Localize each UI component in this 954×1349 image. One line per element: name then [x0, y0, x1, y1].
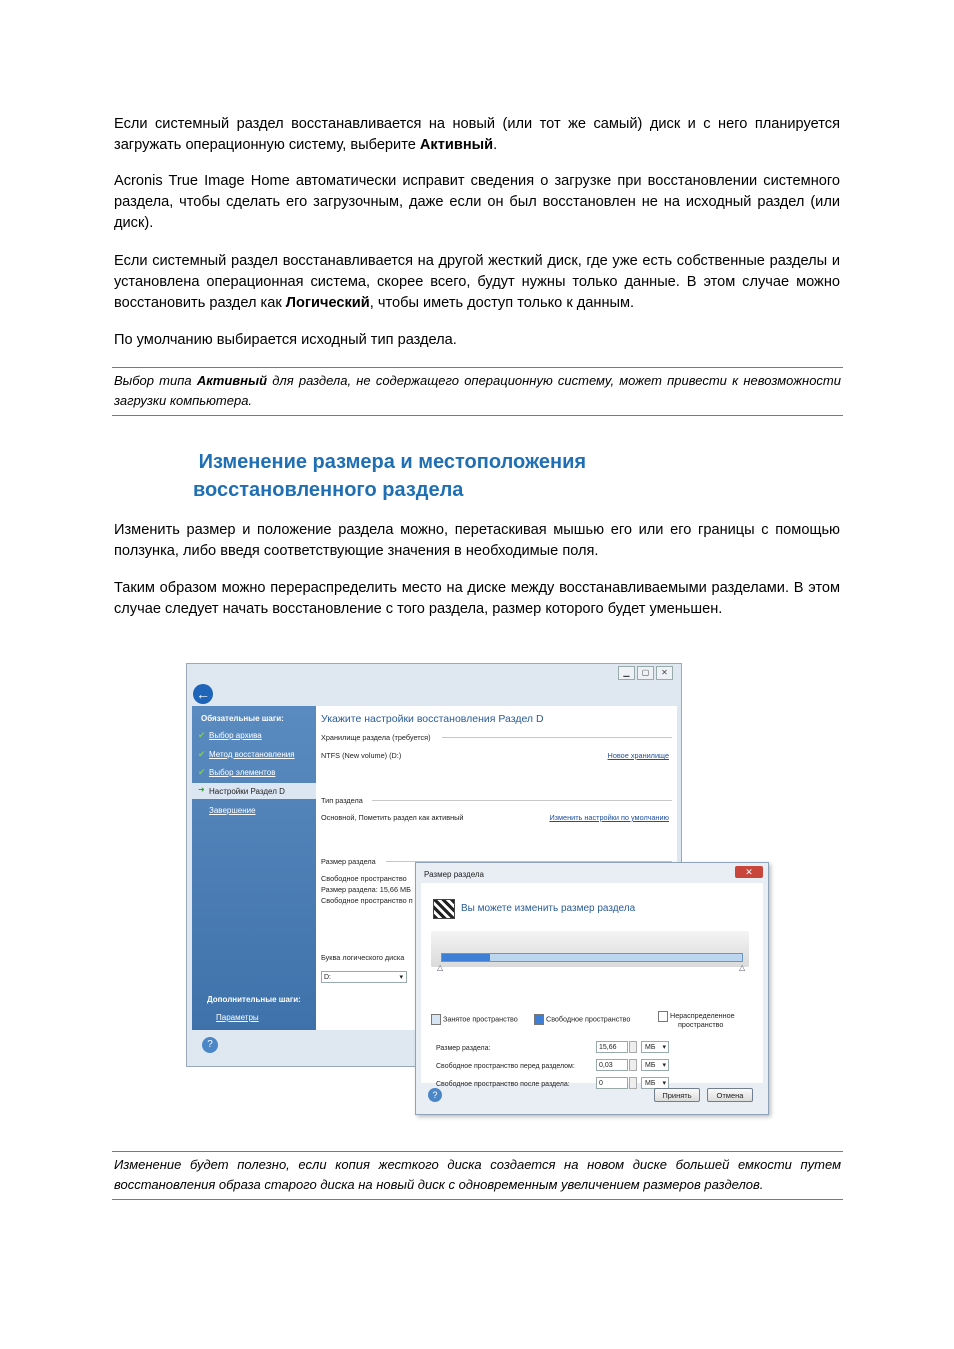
after-spinner[interactable] — [629, 1077, 637, 1089]
step-settings-label: Настройки Раздел D — [209, 787, 285, 796]
dialog-caption: Размер раздела — [424, 870, 484, 879]
new-storage-link[interactable]: Новое хранилище — [607, 751, 669, 760]
note-active-warning: Выбор типа Активный для раздела, не содержащего операционную систему, может привести к невозможности загрузки компьютера. — [112, 367, 843, 416]
paragraph-default-type: По умолчанию выбирается исходный тип раздела. — [114, 332, 457, 348]
paragraph-redistribute: Таким образом можно перераспределить место на диске между восстанавливаемыми разделами. В этом случае следует начать восстановление с того раздела, размер которого будет уменьшен. — [114, 580, 840, 617]
storage-label: Хранилище раздела (требуется) — [321, 733, 431, 742]
close-icon[interactable]: ✕ — [656, 666, 673, 680]
check-icon: ✔ — [198, 767, 206, 777]
after-input[interactable]: 0 — [596, 1077, 628, 1089]
after-unit-select[interactable]: МБ ▾ — [641, 1077, 669, 1089]
window-controls — [618, 666, 673, 680]
size-input[interactable]: 15,66 — [596, 1041, 628, 1053]
paragraph-active: Если системный раздел восстанавливается на новый (или тот же самый) диск и с него планируется загружать операционную систему, выберите Активный. — [114, 116, 840, 153]
maximize-icon[interactable]: ▢ — [637, 666, 654, 680]
size-unit-select[interactable]: МБ ▾ — [641, 1041, 669, 1053]
row-size-label: Размер раздела: — [436, 1045, 491, 1052]
note-resize-usage: Изменение будет полезно, если копия жесткого диска создается на новом диске большей емкости путем восстановления образа старого диска на новый диск с одновременным увеличением размеров разделов. — [112, 1151, 843, 1200]
row-after-label: Свободное пространство после раздела: — [436, 1081, 570, 1088]
type-value: Основной, Пометить раздел как активный — [321, 813, 464, 822]
step-current[interactable] — [192, 783, 316, 799]
before-spinner[interactable] — [629, 1059, 637, 1071]
chevron-down-icon: ▾ — [662, 1044, 666, 1051]
letter-label: Буква логического диска — [321, 953, 405, 962]
minimize-icon[interactable]: ▁ — [618, 666, 635, 680]
step-archive[interactable]: Выбор архива — [209, 731, 262, 740]
before-input[interactable]: 0,03 — [596, 1059, 628, 1071]
paragraph-resize: Изменить размер и положение раздела можно, перетаскивая мышью его или его границы с помощью ползунка, либо введя соответствующие значения в необходимые поля. — [114, 522, 840, 559]
wizard-title: Укажите настройки восстановления Раздел D — [321, 713, 544, 725]
step-elements[interactable]: Выбор элементов — [209, 768, 276, 777]
before-unit-select[interactable]: МБ ▾ — [641, 1059, 669, 1071]
divider — [372, 800, 672, 801]
size-line-1: Свободное пространство — [321, 874, 407, 883]
step-finish[interactable]: Завершение — [209, 806, 256, 815]
right-handle-icon[interactable]: △ — [739, 963, 746, 972]
dialog-body — [421, 883, 763, 1088]
back-arrow-icon[interactable]: ← — [193, 684, 213, 704]
help-icon[interactable]: ? — [428, 1088, 442, 1102]
resize-dialog — [415, 862, 769, 1115]
chevron-down-icon: ▾ — [662, 1080, 666, 1087]
section-heading: Изменение размера и местоположения восстановленного раздела — [193, 451, 587, 501]
type-label: Тип раздела — [321, 796, 363, 805]
size-spinner[interactable] — [629, 1041, 637, 1053]
legend-unallocated: Нераспределенное пространство — [658, 1011, 670, 1022]
step-params[interactable]: Параметры — [216, 1013, 259, 1022]
optional-steps-title: Дополнительные шаги: — [207, 995, 301, 1004]
wizard-sidebar — [192, 706, 316, 1030]
divider — [442, 737, 672, 738]
type-defaults-link[interactable]: Изменить настройки по умолчанию — [549, 813, 669, 822]
size-line-2: Размер раздела: 15,66 МБ — [321, 885, 411, 894]
size-label: Размер раздела — [321, 857, 376, 866]
letter-select[interactable]: D: ▾ — [321, 971, 407, 983]
cancel-button[interactable]: Отмена — [707, 1088, 753, 1102]
help-icon[interactable]: ? — [202, 1037, 218, 1053]
storage-value: NTFS (New volume) (D:) — [321, 751, 402, 760]
step-method[interactable]: Метод восстановления — [209, 750, 295, 759]
partition-slider[interactable] — [441, 953, 743, 962]
paragraph-boot-fix: Acronis True Image Home автоматически исправит сведения о загрузке при восстановлении системного раздела, чтобы сделать его загрузочным, даже если он был восстановлен не на исходный раздел (или диск). — [114, 173, 840, 231]
left-handle-icon[interactable]: △ — [437, 963, 444, 972]
arrow-right-icon: ➜ — [198, 785, 205, 794]
paragraph-logical: Если системный раздел восстанавливается на другой жесткий диск, где уже есть собственные разделы и установлена операционная система, скорее всего, будут нужны только данные. В этом случае можно восстановить раздел как Логический, чтобы иметь доступ только к данным. — [114, 253, 840, 311]
required-steps-title: Обязательные шаги: — [201, 714, 284, 723]
check-icon: ✔ — [198, 730, 206, 740]
legend-free: Свободное пространство — [534, 1014, 630, 1025]
chevron-down-icon: ▾ — [662, 1062, 666, 1069]
legend-used: Занятое пространство — [431, 1014, 518, 1025]
row-before-label: Свободное пространство перед разделом: — [436, 1063, 575, 1070]
check-icon: ✔ — [198, 749, 206, 759]
accept-button[interactable]: Принять — [654, 1088, 700, 1102]
close-icon[interactable]: ✕ — [735, 866, 763, 878]
dialog-header: Вы можете изменить размер раздела — [461, 903, 636, 914]
chevron-down-icon: ▾ — [399, 974, 403, 981]
size-line-3: Свободное пространство п — [321, 896, 413, 905]
checkered-flag-icon — [433, 899, 455, 919]
used-space-fill — [442, 954, 490, 961]
